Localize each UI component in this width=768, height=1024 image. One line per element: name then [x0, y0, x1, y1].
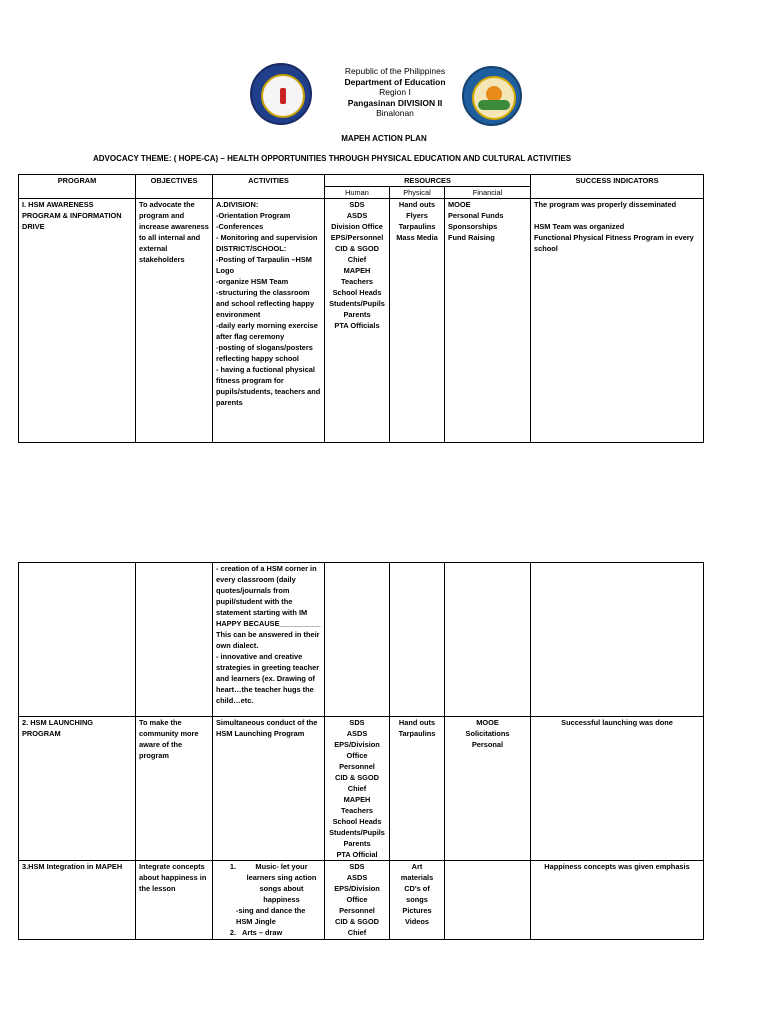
header-resources: RESOURCES — [325, 175, 531, 187]
header-human: Human — [325, 187, 390, 199]
row2-financial-resources: MOOE Solicitations Personal — [445, 717, 531, 861]
advocacy-theme: ADVOCACY THEME: ( HOPE-CA) – HEALTH OPPORTUNITIES THROUGH PHYSICAL EDUCATION AND CULTURAL ACTIVITIES — [93, 154, 572, 163]
row1-objectives: To advocate the program and increase awareness to all internal and external stakeholders — [136, 199, 213, 443]
action-plan-table-2 — [18, 562, 704, 940]
row3-financial-resources — [445, 861, 531, 940]
row3-objectives: Integrate concepts about happiness in the lesson — [136, 861, 213, 940]
header-line-1: Republic of the Philippines — [344, 66, 446, 76]
document-title: MAPEH ACTION PLAN — [341, 134, 427, 143]
header-physical: Physical — [390, 187, 445, 199]
row2-physical-resources: Hand outs Tarpaulins — [390, 717, 445, 861]
header-program: PROGRAM — [19, 175, 136, 199]
row3-human-resources: SDS ASDS EPS/Division Office Personnel CID & SGOD Chief — [325, 861, 390, 940]
row3-program: 3.HSM Integration in MAPEH — [19, 861, 136, 940]
row3-physical-resources: Art materials CD's of songs Pictures Videos — [390, 861, 445, 940]
header-line-2: Department of Education — [344, 76, 446, 87]
row1-success-indicators: The program was properly disseminated HSM Team was organized Functional Physical Fitness Program in every school — [531, 199, 704, 443]
action-plan-table-1 — [18, 174, 704, 443]
row1-human-resources: SDS ASDS Division Office EPS/Personnel CID & SGOD Chief MAPEH Teachers School Heads Students/Pupils Parents PTA Officials — [325, 199, 390, 443]
row1-activities: A.DIVISION: -Orientation Program -Conferences - Monitoring and supervision DISTRICT/SCHOOL: -Posting of Tarpaulin –HSM Logo -organize HSM Team -structuring the classroom and school reflecting happy environment -daily early morning exercise after flag ceremony -posting of slogans/posters reflecting happy school - having a fuctional physical fitness program for pupils/students, teachers and parents — [213, 199, 325, 443]
row2-human-resources: SDS ASDS EPS/Division Office Personnel CID & SGOD Chief MAPEH Teachers School Heads Students/Pupils Parents PTA Official — [325, 717, 390, 861]
continued-activities: - creation of a HSM corner in every classroom (daily quotes/journals from pupil/student with the statement starting with IM HAPPY BECAUSE__________ This can be answered in their own dialect. - innovative and creative strategies in greeting teacher and learners (ex. Drawing of heart…the teacher hugs the child…etc. — [213, 563, 325, 717]
letterhead — [330, 66, 460, 119]
row3-success-indicators: Happiness concepts was given emphasis — [531, 861, 704, 940]
row3-activities: 1. Music- let your learners sing action songs about happiness -sing and dance the HSM Jingle 2. Arts – draw — [213, 861, 325, 940]
row1-physical-resources: Hand outs Flyers Tarpaulins Mass Media — [390, 199, 445, 443]
header-financial: Financial — [445, 187, 531, 199]
division-seal-logo — [462, 66, 522, 126]
deped-seal-logo — [250, 63, 312, 125]
header-objectives: OBJECTIVES — [136, 175, 213, 199]
row2-program: 2. HSM LAUNCHING PROGRAM — [19, 717, 136, 861]
header-line-5: Binalonan — [376, 108, 414, 118]
header-success-indicators: SUCCESS INDICATORS — [531, 175, 704, 199]
row2-objectives: To make the community more aware of the program — [136, 717, 213, 861]
header-activities: ACTIVITIES — [213, 175, 325, 199]
row1-financial-resources: MOOE Personal Funds Sponsorships Fund Raising — [445, 199, 531, 443]
header-line-4: Pangasinan DIVISION II — [347, 97, 443, 108]
header-line-3: Region I — [379, 87, 411, 97]
row2-success-indicators: Successful launching was done — [531, 717, 704, 861]
row2-activities: Simultaneous conduct of the HSM Launching Program — [213, 717, 325, 861]
row1-program: I. HSM AWARENESS PROGRAM & INFORMATION DRIVE — [19, 199, 136, 443]
